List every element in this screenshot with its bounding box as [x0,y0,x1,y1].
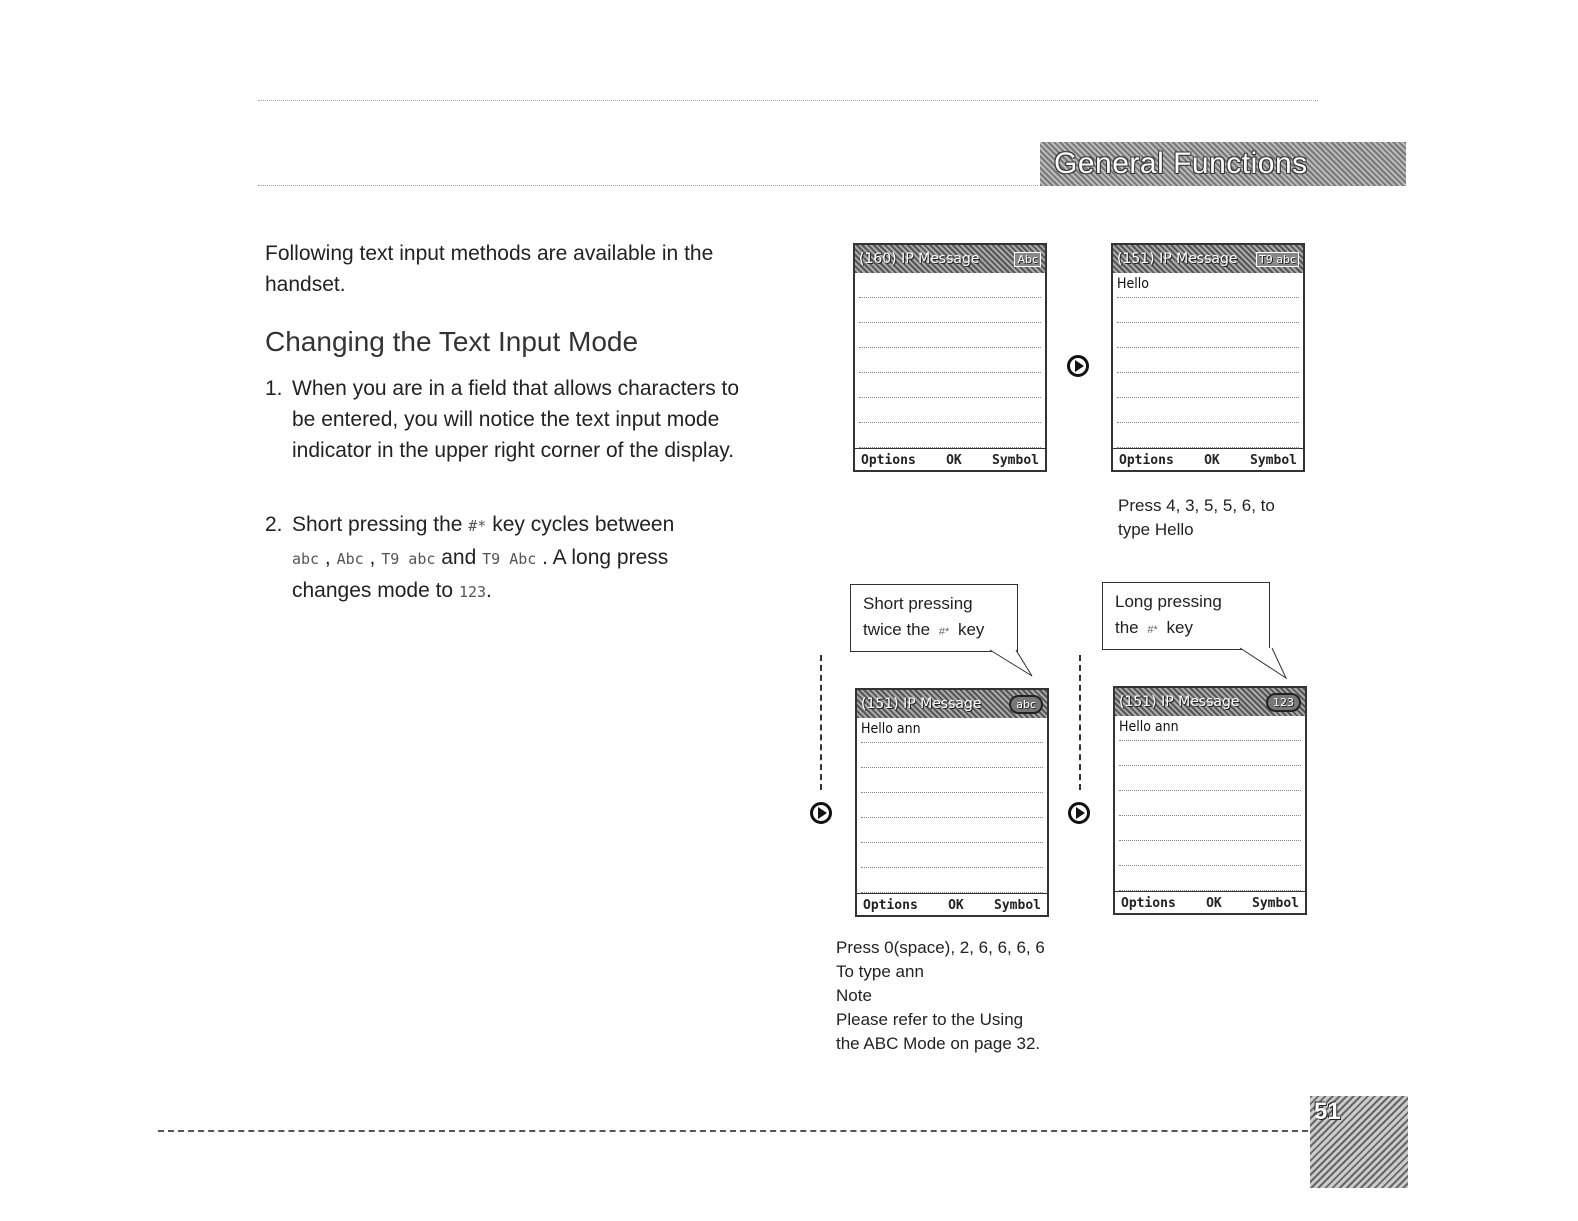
message-line [859,373,1041,398]
mode-Abc-icon: Abc [336,550,364,568]
message-line [1117,373,1299,398]
softkey-symbol: Symbol [1252,896,1299,911]
message-line [861,843,1043,868]
screen-title-bar: (151) IP Message 123 [1115,688,1305,716]
step-number: 1. [265,377,283,400]
message-line [1117,423,1299,448]
softkey-ok: OK [1204,453,1220,468]
message-line [859,348,1041,373]
message-line [859,323,1041,348]
top-dotted-rule [258,100,1318,101]
message-line: Hello ann [861,718,1043,743]
callout-pointer [980,640,1040,680]
phone-screen-4 [1113,686,1307,915]
message-line [861,793,1043,818]
hash-key-icon: #* [938,626,950,638]
mode-t9-abc-icon: T9 abc [381,550,436,568]
message-line [1119,841,1301,866]
message-line [861,868,1043,893]
callout-pointer [1230,638,1300,682]
softkey-options: Options [863,898,918,913]
section-title: General Functions [1054,147,1308,180]
softkey-ok: OK [1206,896,1222,911]
arrow-right-icon [810,802,832,824]
step-text-a: Short pressing the [292,513,463,536]
subheading: Changing the Text Input Mode [265,326,639,357]
and-text: and [441,546,477,569]
step-1 [265,373,765,466]
message-line [1117,298,1299,323]
mode-t9-Abc-icon: T9 Abc [482,550,537,568]
callout-short-press: Short pressing twice the #* key [850,584,1018,652]
phone-screen-1 [853,243,1047,472]
softkey-bar [855,448,1045,470]
softkey-symbol: Symbol [1250,453,1297,468]
softkey-symbol: Symbol [994,898,1041,913]
step-2: 2. Short pressing the #* key cycles between abc , Abc , T9 abc and T9 Abc . A long press changes mode to 123. [265,509,765,608]
input-mode-indicator: T9 abc [1256,252,1299,267]
step-text-c: . A long press [542,546,669,569]
message-line [859,423,1041,448]
message-line [859,398,1041,423]
dashed-guide [820,655,822,790]
callout-long-press: Long pressing the #* key [1102,582,1270,650]
page-number: 51 [1314,1098,1341,1125]
message-line [1117,398,1299,423]
message-line: Hello [1117,273,1299,298]
softkey-ok: OK [946,453,962,468]
intro-paragraph: Following text input methods are available in the handset. [265,242,714,296]
message-line [1119,791,1301,816]
message-line [861,768,1043,793]
hash-key-icon: #* [468,517,487,535]
screen-title-bar: (160) IP Message Abc [855,245,1045,273]
dashed-guide [1079,655,1081,790]
step-text-b: key cycles between [492,513,675,536]
section-header [1040,142,1406,186]
softkey-options: Options [1121,896,1176,911]
softkey-ok: OK [948,898,964,913]
page-number-badge [1310,1096,1408,1188]
step-text-d: changes mode to [292,579,454,602]
message-line [859,273,1041,298]
message-line [1119,816,1301,841]
step-number: 2. [265,513,283,536]
screen-title-bar: (151) IP Message T9 abc [1113,245,1303,273]
message-line [861,743,1043,768]
softkey-bar [857,893,1047,915]
message-line [1119,766,1301,791]
message-line [1117,348,1299,373]
step-text: When you are in a field that allows characters to be entered, you will notice the text input mode indicator in the upper right corner of the display. [292,377,740,462]
header-dotted-rule [258,185,1038,186]
screen-title-bar: (151) IP Message abc [857,690,1047,718]
mode-abc-icon: abc [292,550,320,568]
caption-hello: Press 4, 3, 5, 5, 6, to type Hello [1118,496,1275,539]
message-line: Hello ann [1119,716,1301,741]
input-mode-indicator: abc [1009,695,1043,714]
footer-dashed-rule [158,1130,1308,1132]
input-mode-indicator: Abc [1014,252,1041,267]
message-line [1117,323,1299,348]
softkey-options: Options [1119,453,1174,468]
message-line [1119,866,1301,891]
softkey-options: Options [861,453,916,468]
softkey-bar [1113,448,1303,470]
phone-screen-3 [855,688,1049,917]
arrow-right-icon [1068,802,1090,824]
message-line [861,818,1043,843]
phone-screen-2 [1111,243,1305,472]
message-line [1119,741,1301,766]
message-line [859,298,1041,323]
hash-key-icon: #* [1147,624,1158,636]
mode-123-icon: 123 [458,583,487,601]
softkey-symbol: Symbol [992,453,1039,468]
input-mode-indicator: 123 [1266,693,1301,712]
caption-ann: Press 0(space), 2, 6, 6, 6, 6 To type ann Note Please refer to the Using the ABC Mode on page 32. [836,938,1045,1053]
softkey-bar [1115,891,1305,913]
arrow-right-icon [1067,355,1089,377]
